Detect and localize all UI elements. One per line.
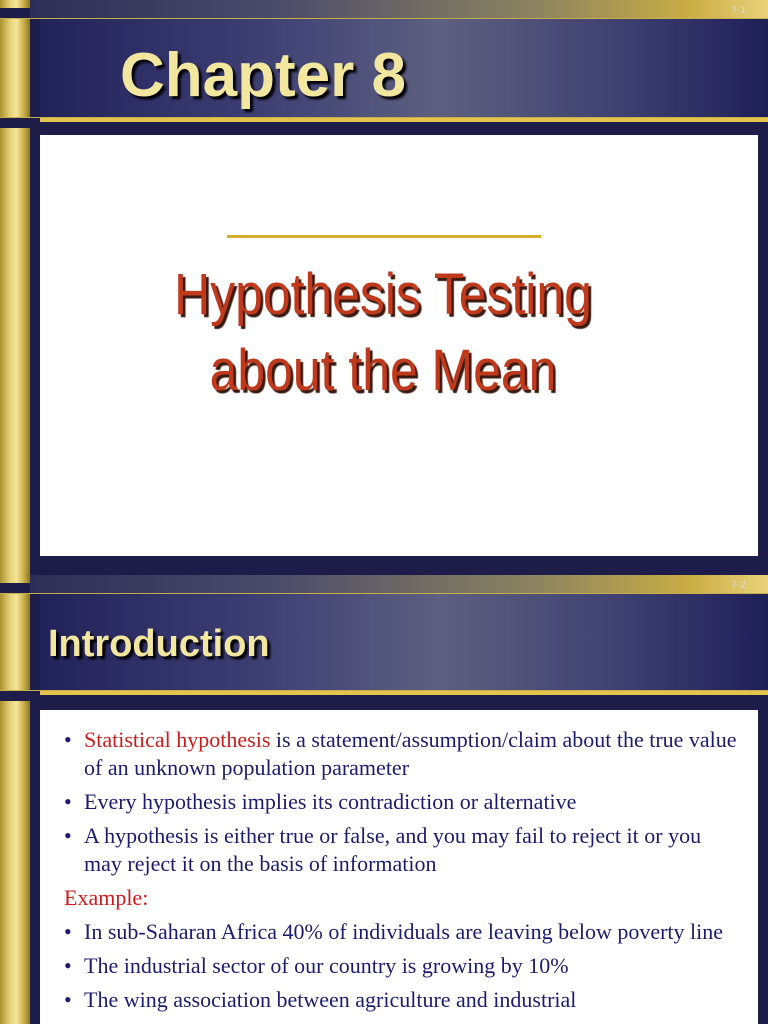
slide-2-content xyxy=(40,710,758,1024)
bullet-text: The industrial sector of our country is growing by 10% xyxy=(84,953,569,978)
slide-1-title: Chapter 8 xyxy=(120,41,406,110)
slide-2-top-band xyxy=(0,575,768,593)
slide-1-gold-notch xyxy=(0,118,30,128)
slide-2-gold-notch xyxy=(0,691,30,701)
slide-1-gold-notch xyxy=(0,8,30,18)
list-item xyxy=(64,986,744,1014)
example-label: Example: xyxy=(64,885,149,910)
slide-2-gold-notch xyxy=(0,583,30,593)
list-item xyxy=(64,918,744,946)
bullet-text: A hypothesis is either true or false, and you may fail to reject it or you may reject it on the basis of information xyxy=(84,823,702,876)
slide-2-number: 7-2 xyxy=(731,581,746,591)
slide-1-title-underline xyxy=(40,118,768,122)
subtitle-line-2: about the Mean xyxy=(209,338,557,403)
slide-2-gold-bar xyxy=(0,575,30,1024)
term-highlight: Statistical hypothesis xyxy=(84,727,271,752)
bullet-text: is a statement/assumption/claim about the true value of an unknown population parameter xyxy=(84,727,737,780)
list-item xyxy=(64,788,744,816)
slide-2-title-bar xyxy=(40,593,768,691)
slide-2-title: Introduction xyxy=(48,623,270,665)
slide-1-number: 7-1 xyxy=(731,6,746,16)
slide-1-gold-bar xyxy=(0,0,30,575)
bullet-text: Every hypothesis implies its contradiction or alternative xyxy=(84,789,577,814)
bullet-text: In sub-Saharan Africa 40% of individuals are leaving below poverty line xyxy=(84,919,724,944)
slide-2-title-underline xyxy=(40,691,768,695)
list-item xyxy=(64,726,744,782)
list-item xyxy=(64,952,744,980)
subtitle-rule xyxy=(227,235,541,238)
intro-bullet-list xyxy=(64,726,744,1020)
slide-1-content xyxy=(40,135,758,556)
slide-1-title-bar xyxy=(40,18,768,118)
subtitle-line-1: Hypothesis Testing xyxy=(174,262,592,327)
list-item xyxy=(64,822,744,878)
slide-1-subtitle xyxy=(88,257,678,409)
slide-1-top-band xyxy=(0,0,768,18)
bullet-text: The wing association between agriculture and industrial xyxy=(84,987,577,1012)
slide-2 xyxy=(0,575,768,1024)
